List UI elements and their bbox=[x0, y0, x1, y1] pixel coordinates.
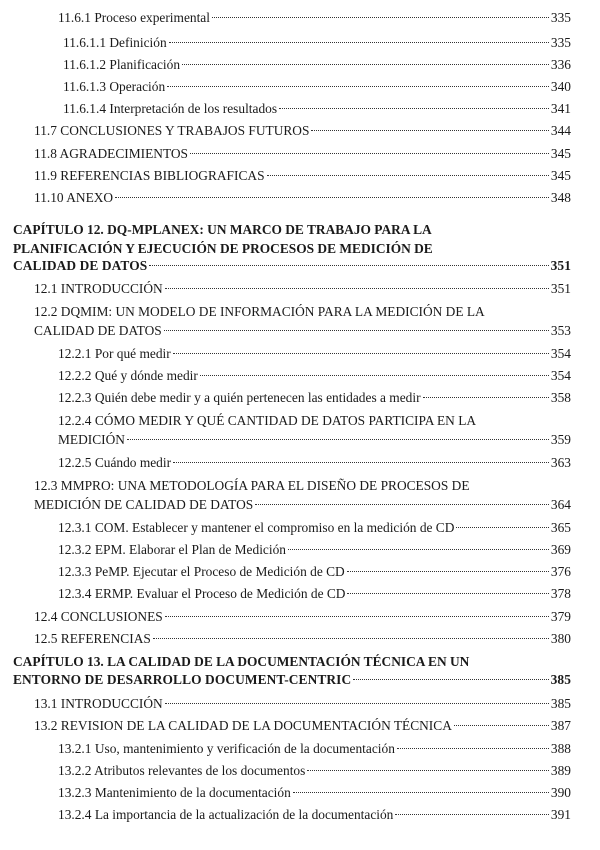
entry-title: 11.9 REFERENCIAS BIBLIOGRAFICAS bbox=[34, 168, 265, 183]
toc-entry bbox=[58, 388, 571, 408]
dot-leader bbox=[353, 679, 548, 680]
toc-entry bbox=[63, 33, 571, 53]
dot-leader bbox=[167, 86, 549, 87]
toc-entry bbox=[34, 321, 571, 341]
dot-leader bbox=[153, 638, 549, 639]
dot-leader bbox=[165, 616, 549, 617]
entry-title: 12.4 CONCLUSIONES bbox=[34, 609, 163, 624]
entry-title: 11.8 AGRADECIMIENTOS bbox=[34, 146, 188, 161]
entry-page: 378 bbox=[550, 586, 571, 601]
entry-title: 12.3.3 PeMP. Ejecutar el Proceso de Medición de CD bbox=[58, 564, 345, 579]
chapter-13-heading-line1: CAPÍTULO 13. LA CALIDAD DE LA DOCUMENTACIÓN TÉCNICA EN UN bbox=[13, 654, 470, 669]
toc-entry bbox=[34, 144, 571, 164]
entry-page: 354 bbox=[550, 346, 571, 361]
toc-entry bbox=[34, 694, 571, 714]
entry-title: 12.3.4 ERMP. Evaluar el Proceso de Medición de CD bbox=[58, 586, 346, 601]
toc-entry bbox=[58, 783, 571, 803]
entry-title: 11.6.1.4 Interpretación de los resultados bbox=[63, 101, 278, 116]
toc-entry bbox=[58, 453, 571, 473]
entry-title: ENTORNO DE DESARROLLO DOCUMENT-CENTRIC bbox=[13, 672, 352, 687]
toc-entry bbox=[34, 495, 571, 515]
dot-leader bbox=[127, 439, 549, 440]
toc-entry bbox=[58, 562, 571, 582]
toc-entry bbox=[58, 518, 571, 538]
entry-title: 13.2.1 Uso, mantenimiento y verificación de la documentación bbox=[58, 741, 395, 756]
dot-leader bbox=[165, 288, 549, 289]
entry-title: 13.2.2 Atributos relevantes de los documentos bbox=[58, 763, 306, 778]
toc-entry bbox=[58, 366, 571, 386]
dot-leader bbox=[115, 197, 549, 198]
entry-page: 380 bbox=[550, 631, 571, 646]
entry-page: 341 bbox=[550, 101, 571, 116]
chapter-12-heading-line1: CAPÍTULO 12. DQ-MPLANEX: UN MARCO DE TRABAJO PARA LA bbox=[13, 222, 432, 237]
toc-entry bbox=[58, 739, 571, 759]
entry-page: 335 bbox=[550, 10, 571, 25]
dot-leader bbox=[307, 770, 549, 771]
entry-page: 336 bbox=[550, 57, 571, 72]
entry-title: MEDICIÓN DE CALIDAD DE DATOS bbox=[34, 497, 254, 512]
toc-entry bbox=[58, 344, 571, 364]
dot-leader bbox=[255, 504, 549, 505]
entry-page: 345 bbox=[550, 168, 571, 183]
entry-title: 12.2.1 Por qué medir bbox=[58, 346, 171, 361]
entry-page: 376 bbox=[550, 564, 571, 579]
toc-entry bbox=[63, 55, 571, 75]
entry-page: 340 bbox=[550, 79, 571, 94]
chapter-12-entry bbox=[13, 256, 571, 276]
dot-leader bbox=[165, 703, 549, 704]
entry-title: 12.2.5 Cuándo medir bbox=[58, 455, 172, 470]
entry-page: 351 bbox=[550, 258, 571, 273]
dot-leader bbox=[190, 153, 549, 154]
dot-leader bbox=[288, 549, 549, 550]
entry-title: 13.2 REVISION DE LA CALIDAD DE LA DOCUMENTACIÓN TÉCNICA bbox=[34, 718, 452, 733]
entry-page: 351 bbox=[550, 281, 571, 296]
entry-title: 11.7 CONCLUSIONES Y TRABAJOS FUTUROS bbox=[34, 123, 310, 138]
toc-entry bbox=[34, 121, 571, 141]
toc-entry bbox=[58, 430, 571, 450]
dot-leader bbox=[173, 353, 549, 354]
entry-page: 353 bbox=[550, 323, 571, 338]
dot-leader bbox=[279, 108, 549, 109]
entry-page: 388 bbox=[550, 741, 571, 756]
toc-entry bbox=[34, 279, 571, 299]
entry-title: 11.6.1.3 Operación bbox=[63, 79, 166, 94]
entry-title: CALIDAD DE DATOS bbox=[13, 258, 148, 273]
dot-leader bbox=[423, 397, 549, 398]
entry-page: 344 bbox=[550, 123, 571, 138]
entry-page: 365 bbox=[550, 520, 571, 535]
entry-page: 389 bbox=[550, 763, 571, 778]
entry-title: 12.2.3 Quién debe medir y a quién pertenecen las entidades a medir bbox=[58, 390, 421, 405]
dot-leader bbox=[173, 462, 549, 463]
entry-page: 379 bbox=[550, 609, 571, 624]
dot-leader bbox=[311, 130, 548, 131]
toc-entry bbox=[58, 805, 571, 825]
dot-leader bbox=[212, 17, 549, 18]
dot-leader bbox=[293, 792, 549, 793]
toc-entry bbox=[58, 8, 571, 28]
toc-entry bbox=[58, 761, 571, 781]
entry-page: 354 bbox=[550, 368, 571, 383]
entry-page: 391 bbox=[550, 807, 571, 822]
entry-page: 385 bbox=[550, 672, 571, 687]
entry-title: 12.3.1 COM. Establecer y mantener el compromiso en la medición de CD bbox=[58, 520, 455, 535]
entry-title: CALIDAD DE DATOS bbox=[34, 323, 162, 338]
entry-title: 11.6.1.1 Definición bbox=[63, 35, 167, 50]
entry-page: 348 bbox=[550, 190, 571, 205]
chapter-12-heading-line2: PLANIFICACIÓN Y EJECUCIÓN DE PROCESOS DE MEDICIÓN DE bbox=[13, 241, 433, 256]
dot-leader bbox=[164, 330, 549, 331]
entry-page: 390 bbox=[550, 785, 571, 800]
section-12-3-line1: 12.3 MMPRO: UNA METODOLOGÍA PARA EL DISEÑO DE PROCESOS DE bbox=[34, 478, 470, 493]
entry-page: 363 bbox=[550, 455, 571, 470]
entry-title: 12.5 REFERENCIAS bbox=[34, 631, 151, 646]
toc-entry bbox=[58, 540, 571, 560]
toc-entry bbox=[34, 607, 571, 627]
toc-entry bbox=[34, 166, 571, 186]
section-12-2-4-line1: 12.2.4 CÓMO MEDIR Y QUÉ CANTIDAD DE DATOS PARTICIPA EN LA bbox=[58, 413, 477, 428]
dot-leader bbox=[456, 527, 548, 528]
dot-leader bbox=[182, 64, 549, 65]
toc-entry bbox=[34, 188, 571, 208]
entry-title: 11.10 ANEXO bbox=[34, 190, 114, 205]
entry-page: 359 bbox=[550, 432, 571, 447]
section-12-2-line1: 12.2 DQMIM: UN MODELO DE INFORMACIÓN PARA LA MEDICIÓN DE LA bbox=[34, 304, 485, 319]
dot-leader bbox=[347, 593, 548, 594]
dot-leader bbox=[347, 571, 549, 572]
dot-leader bbox=[267, 175, 549, 176]
dot-leader bbox=[149, 265, 548, 266]
toc-entry bbox=[58, 584, 571, 604]
entry-title: 12.3.2 EPM. Elaborar el Plan de Medición bbox=[58, 542, 286, 557]
dot-leader bbox=[169, 42, 549, 43]
entry-title: 12.2.2 Qué y dónde medir bbox=[58, 368, 198, 383]
dot-leader bbox=[200, 375, 549, 376]
dot-leader bbox=[397, 748, 549, 749]
entry-title: 12.1 INTRODUCCIÓN bbox=[34, 281, 163, 296]
entry-page: 345 bbox=[550, 146, 571, 161]
entry-title: 11.6.1.2 Planificación bbox=[63, 57, 181, 72]
entry-page: 358 bbox=[550, 390, 571, 405]
entry-title: MEDICIÓN bbox=[58, 432, 125, 447]
dot-leader bbox=[454, 725, 549, 726]
entry-title: 13.1 INTRODUCCIÓN bbox=[34, 696, 163, 711]
toc-entry bbox=[63, 77, 571, 97]
entry-page: 364 bbox=[550, 497, 571, 512]
entry-title: 13.2.4 La importancia de la actualización de la documentación bbox=[58, 807, 394, 822]
entry-title: 13.2.3 Mantenimiento de la documentación bbox=[58, 785, 291, 800]
dot-leader bbox=[395, 814, 549, 815]
chapter-13-entry bbox=[13, 670, 571, 690]
entry-page: 335 bbox=[550, 35, 571, 50]
entry-page: 369 bbox=[550, 542, 571, 557]
toc-entry bbox=[34, 716, 571, 736]
toc-entry bbox=[34, 629, 571, 649]
entry-page: 385 bbox=[550, 696, 571, 711]
toc-entry bbox=[63, 99, 571, 119]
entry-title: 11.6.1 Proceso experimental bbox=[58, 10, 210, 25]
entry-page: 387 bbox=[550, 718, 571, 733]
